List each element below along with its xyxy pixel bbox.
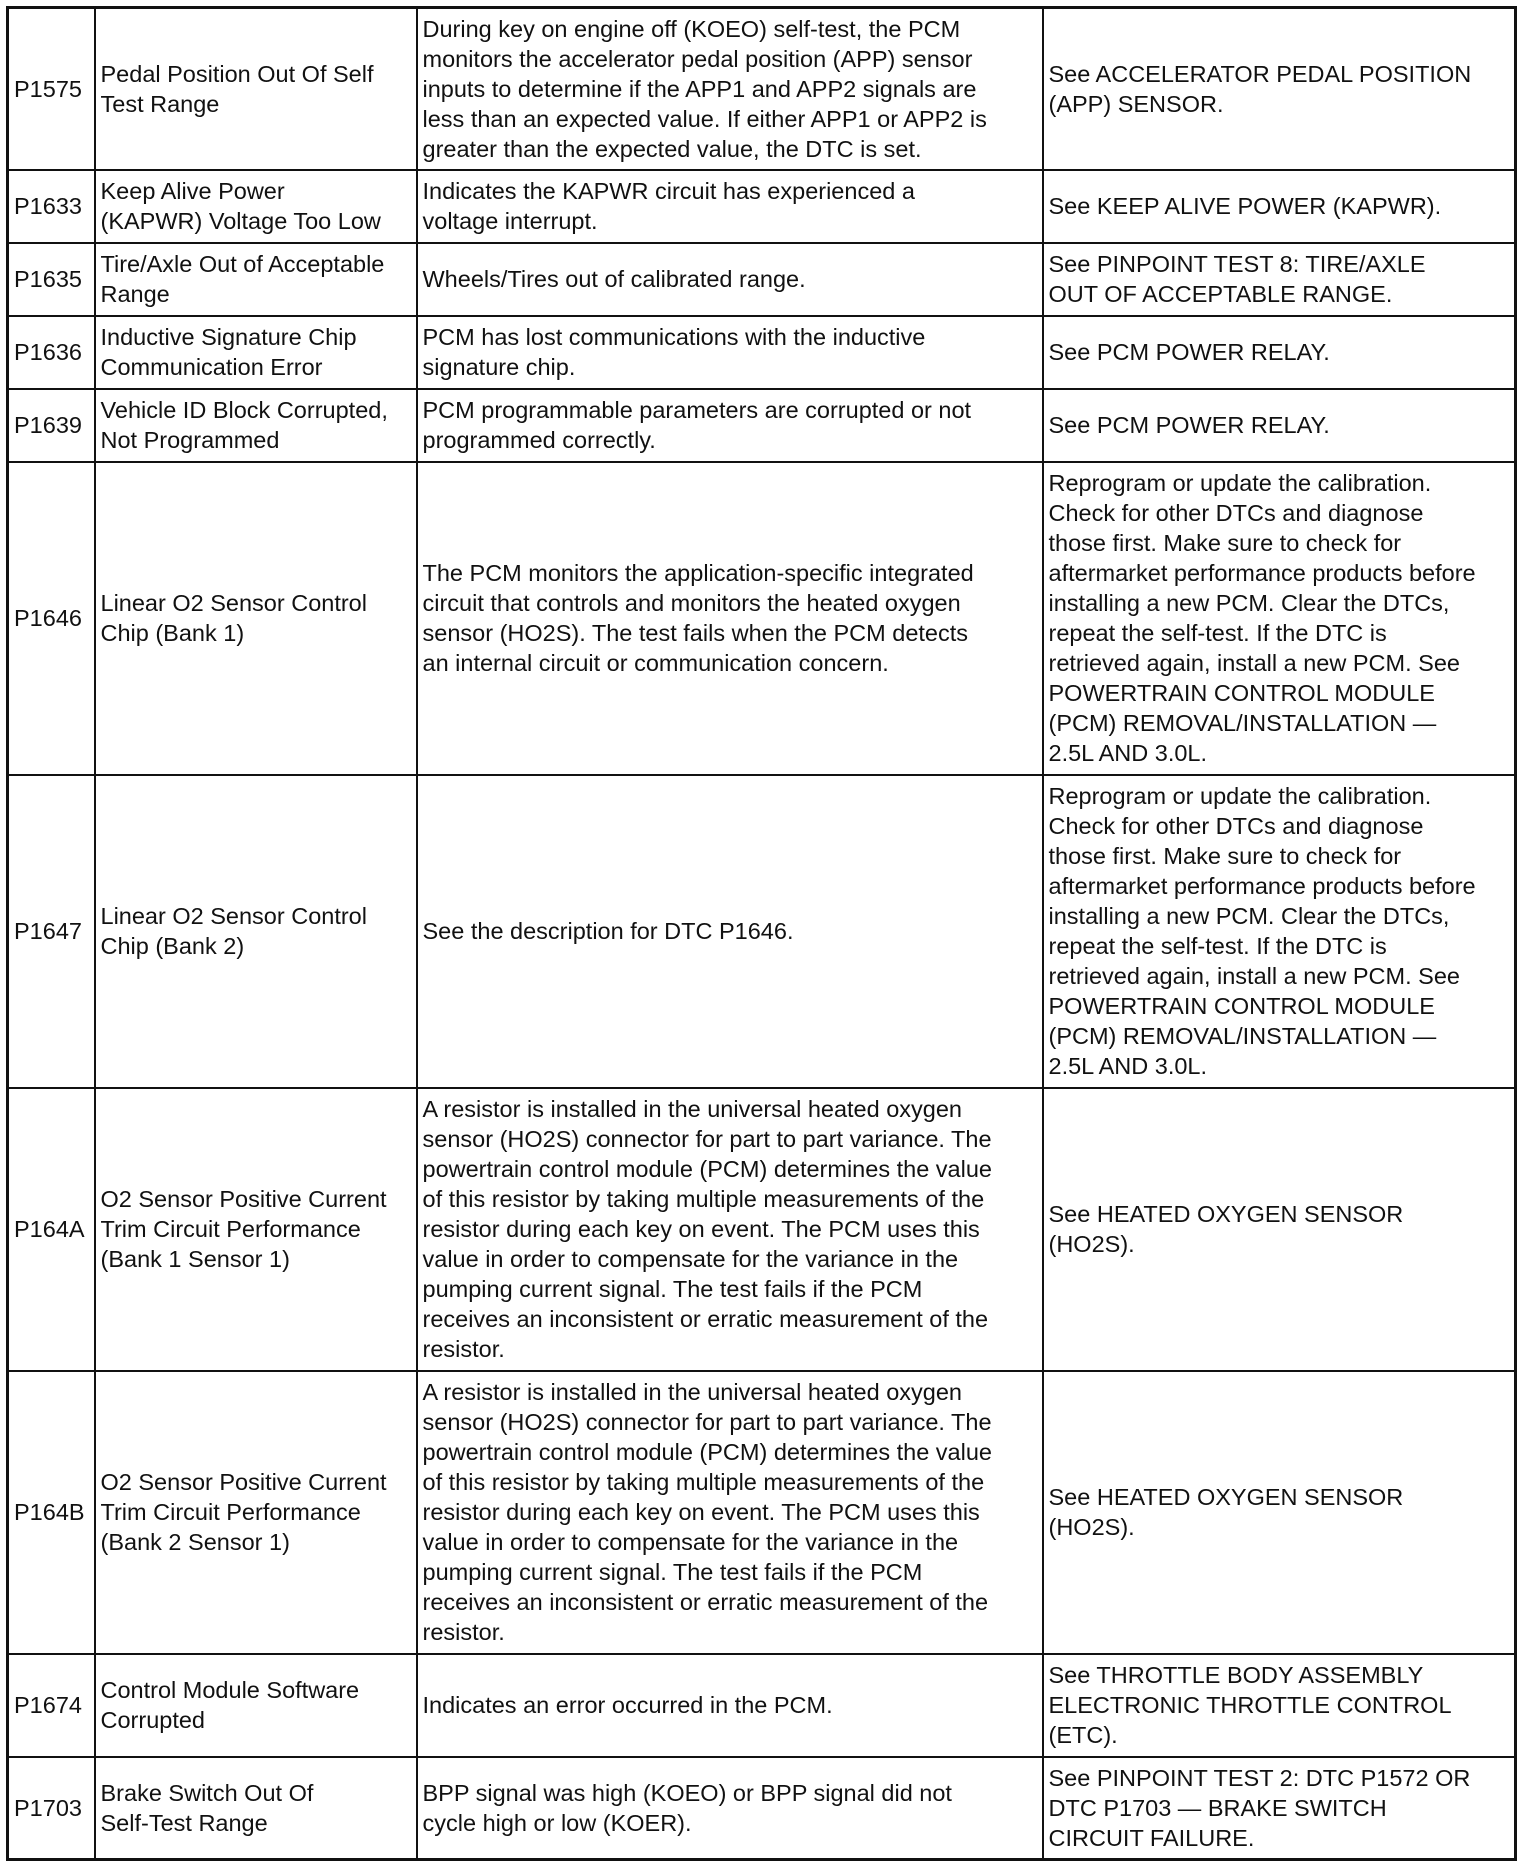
- dtc-code: P1635: [8, 243, 95, 316]
- dtc-action: See ACCELERATOR PEDAL POSITION (APP) SENSOR.: [1043, 8, 1516, 170]
- dtc-condition: PCM has lost communications with the inductive signature chip.: [417, 316, 1043, 389]
- dtc-code: P1646: [8, 462, 95, 775]
- dtc-code: P1639: [8, 389, 95, 462]
- table-row: [8, 462, 1516, 775]
- table-row: [8, 8, 1516, 170]
- dtc-condition: During key on engine off (KOEO) self-test, the PCM monitors the accelerator pedal position (APP) sensor inputs to determine if the APP1 and APP2 signals are less than an expected value. If either APP1 or APP2 is greater than the expected value, the DTC is set.: [417, 8, 1043, 170]
- dtc-action: Reprogram or update the calibration. Check for other DTCs and diagnose those first. Make sure to check for aftermarket performance products before installing a new PCM. Clear the DTCs, repeat the self-test. If the DTC is retrieved again, install a new PCM. See POWERTRAIN CONTROL MODULE (PCM) REMOVAL/INSTALLATION — 2.5L AND 3.0L.: [1043, 775, 1516, 1088]
- dtc-condition: A resistor is installed in the universal heated oxygen sensor (HO2S) connector for part to part variance. The powertrain control module (PCM) determines the value of this resistor by taking multiple measurements of the resistor during each key on event. The PCM uses this value in order to compensate for the variance in the pumping current signal. The test fails if the PCM receives an inconsistent or erratic measurement of the resistor.: [417, 1371, 1043, 1654]
- dtc-action: See HEATED OXYGEN SENSOR (HO2S).: [1043, 1088, 1516, 1371]
- dtc-description: O2 Sensor Positive Current Trim Circuit Performance (Bank 1 Sensor 1): [95, 1088, 417, 1371]
- dtc-condition: PCM programmable parameters are corrupted or not programmed correctly.: [417, 389, 1043, 462]
- dtc-code: P1703: [8, 1757, 95, 1860]
- dtc-table: [6, 6, 1517, 1861]
- dtc-description: O2 Sensor Positive Current Trim Circuit Performance (Bank 2 Sensor 1): [95, 1371, 417, 1654]
- dtc-description: Brake Switch Out Of Self-Test Range: [95, 1757, 417, 1860]
- table-row: [8, 775, 1516, 1088]
- table-row: [8, 1654, 1516, 1757]
- dtc-description: Control Module Software Corrupted: [95, 1654, 417, 1757]
- dtc-condition: BPP signal was high (KOEO) or BPP signal did not cycle high or low (KOER).: [417, 1757, 1043, 1860]
- dtc-description: Linear O2 Sensor Control Chip (Bank 1): [95, 462, 417, 775]
- table-row: [8, 316, 1516, 389]
- dtc-description: Linear O2 Sensor Control Chip (Bank 2): [95, 775, 417, 1088]
- table-row: [8, 1757, 1516, 1860]
- table-row: [8, 243, 1516, 316]
- dtc-action: See THROTTLE BODY ASSEMBLY ELECTRONIC THROTTLE CONTROL (ETC).: [1043, 1654, 1516, 1757]
- dtc-code: P164A: [8, 1088, 95, 1371]
- dtc-description: Vehicle ID Block Corrupted, Not Programmed: [95, 389, 417, 462]
- dtc-description: Tire/Axle Out of Acceptable Range: [95, 243, 417, 316]
- dtc-action: Reprogram or update the calibration. Check for other DTCs and diagnose those first. Make sure to check for aftermarket performance products before installing a new PCM. Clear the DTCs, repeat the self-test. If the DTC is retrieved again, install a new PCM. See POWERTRAIN CONTROL MODULE (PCM) REMOVAL/INSTALLATION — 2.5L AND 3.0L.: [1043, 462, 1516, 775]
- dtc-code: P1575: [8, 8, 95, 170]
- dtc-condition: Indicates an error occurred in the PCM.: [417, 1654, 1043, 1757]
- dtc-code: P1647: [8, 775, 95, 1088]
- dtc-action: See PCM POWER RELAY.: [1043, 389, 1516, 462]
- dtc-action: See HEATED OXYGEN SENSOR (HO2S).: [1043, 1371, 1516, 1654]
- table-row: [8, 389, 1516, 462]
- dtc-condition: See the description for DTC P1646.: [417, 775, 1043, 1088]
- dtc-code: P1633: [8, 170, 95, 243]
- dtc-code: P1674: [8, 1654, 95, 1757]
- dtc-description: Pedal Position Out Of Self Test Range: [95, 8, 417, 170]
- dtc-condition: Wheels/Tires out of calibrated range.: [417, 243, 1043, 316]
- table-row: [8, 1088, 1516, 1371]
- dtc-condition: The PCM monitors the application-specific integrated circuit that controls and monitors the heated oxygen sensor (HO2S). The test fails when the PCM detects an internal circuit or communication concern.: [417, 462, 1043, 775]
- table-row: [8, 1371, 1516, 1654]
- dtc-action: See PINPOINT TEST 8: TIRE/AXLE OUT OF ACCEPTABLE RANGE.: [1043, 243, 1516, 316]
- dtc-condition: Indicates the KAPWR circuit has experienced a voltage interrupt.: [417, 170, 1043, 243]
- dtc-action: See PCM POWER RELAY.: [1043, 316, 1516, 389]
- dtc-description: Inductive Signature Chip Communication Error: [95, 316, 417, 389]
- dtc-action: See PINPOINT TEST 2: DTC P1572 OR DTC P1703 — BRAKE SWITCH CIRCUIT FAILURE.: [1043, 1757, 1516, 1860]
- dtc-action: See KEEP ALIVE POWER (KAPWR).: [1043, 170, 1516, 243]
- dtc-code: P164B: [8, 1371, 95, 1654]
- dtc-condition: A resistor is installed in the universal heated oxygen sensor (HO2S) connector for part to part variance. The powertrain control module (PCM) determines the value of this resistor by taking multiple measurements of the resistor during each key on event. The PCM uses this value in order to compensate for the variance in the pumping current signal. The test fails if the PCM receives an inconsistent or erratic measurement of the resistor.: [417, 1088, 1043, 1371]
- table-row: [8, 170, 1516, 243]
- dtc-description: Keep Alive Power (KAPWR) Voltage Too Low: [95, 170, 417, 243]
- dtc-code: P1636: [8, 316, 95, 389]
